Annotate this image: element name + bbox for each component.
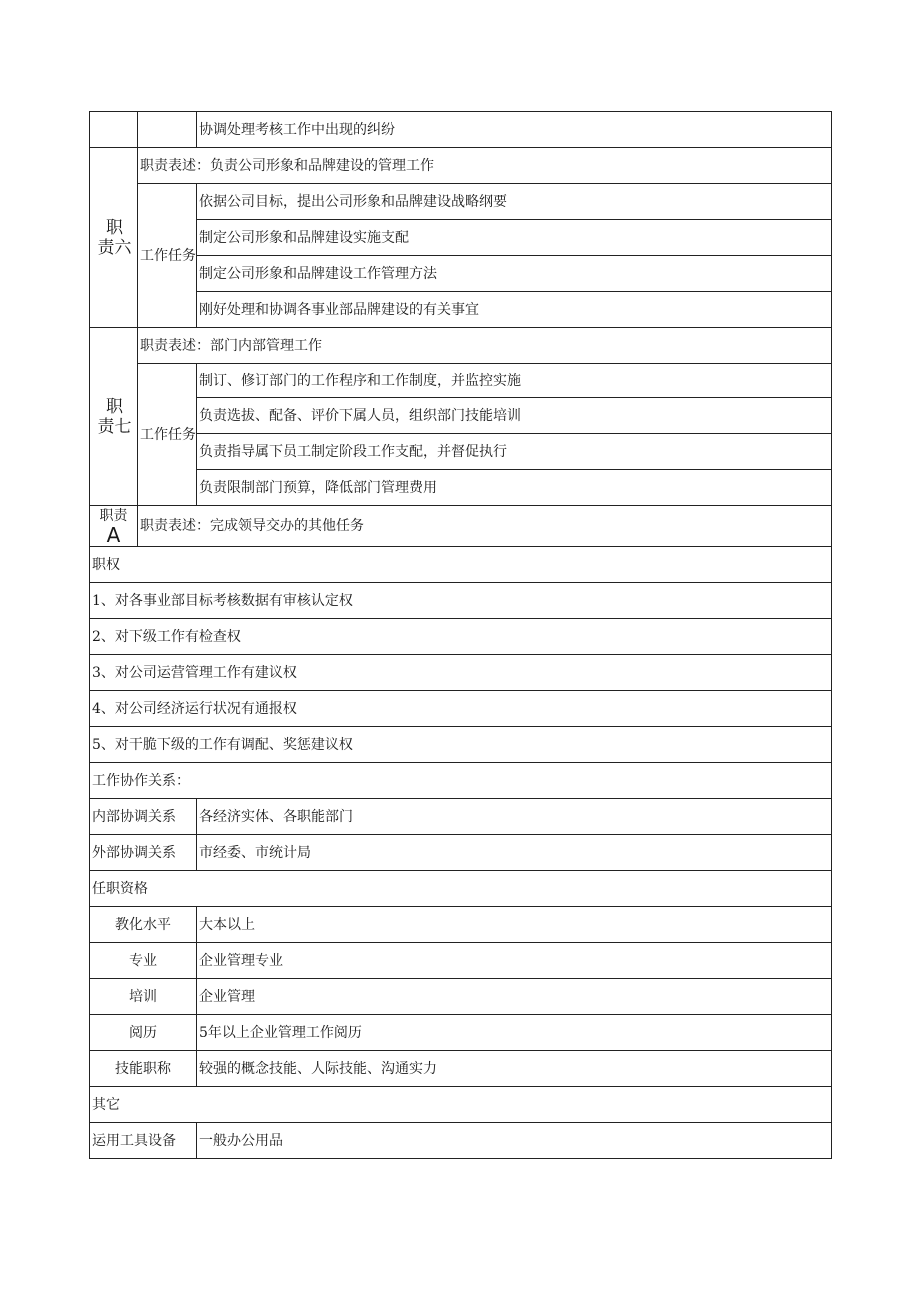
duty6-statement: 职责表述：负责公司形象和品牌建设的管理工作 [138, 148, 832, 184]
authority-header-row [90, 547, 832, 583]
qualification-value: 5年以上企业管理工作阅历 [197, 1015, 832, 1051]
qualification-value: 大本以上 [197, 907, 832, 943]
duty6-label-line2: 责六 [97, 237, 132, 258]
qualification-label: 培训 [90, 979, 197, 1015]
qualifications-header: 任职资格 [90, 871, 832, 907]
table-row [90, 943, 832, 979]
relation-label: 外部协调关系 [90, 835, 197, 871]
table-row [90, 655, 832, 691]
duty8-label-line1: 职责 [99, 508, 128, 524]
authority-item: 2、对下级工作有检查权 [90, 619, 832, 655]
qualifications-header-row [90, 871, 832, 907]
duty6-task: 制定公司形象和品牌建设工作管理方法 [197, 256, 832, 292]
duty7-task: 负责限制部门预算，降低部门管理费用 [197, 470, 832, 506]
relations-header: 工作协作关系： [90, 763, 832, 799]
table-row [90, 398, 832, 434]
other-value: 一般办公用品 [197, 1123, 832, 1159]
duty6-label-line1: 职 [106, 217, 123, 238]
table-row [90, 184, 832, 220]
table-row [90, 434, 832, 470]
duty7-statement-row [90, 328, 832, 364]
qualification-label: 专业 [90, 943, 197, 979]
qualification-value: 企业管理 [197, 979, 832, 1015]
table-row [90, 292, 832, 328]
table-row [90, 1015, 832, 1051]
table-row [90, 835, 832, 871]
table-row [90, 112, 832, 148]
duty6-label [90, 148, 138, 328]
task-cell: 协调处理考核工作中出现的纠纷 [197, 112, 832, 148]
duty6-task-label: 工作任务 [138, 184, 197, 328]
authority-item: 5、对干脆下级的工作有调配、奖惩建议权 [90, 727, 832, 763]
duty8-statement: 职责表述：完成领导交办的其他任务 [138, 506, 832, 547]
duty8-label [90, 506, 138, 547]
relation-value: 市经委、市统计局 [197, 835, 832, 871]
empty-cell [90, 112, 138, 148]
other-header-row [90, 1087, 832, 1123]
table-row [90, 470, 832, 506]
table-row [90, 1123, 832, 1159]
job-description-table [89, 111, 832, 1159]
table-row [90, 979, 832, 1015]
duty7-task: 负责选拔、配备、评价下属人员，组织部门技能培训 [197, 398, 832, 434]
table-row [90, 619, 832, 655]
authority-header: 职权 [90, 547, 832, 583]
duty8-label-line2: A [106, 523, 121, 547]
empty-cell [138, 112, 197, 148]
table-row [90, 799, 832, 835]
qualification-value: 企业管理专业 [197, 943, 832, 979]
duty7-task-label: 工作任务 [138, 364, 197, 506]
qualification-label: 教化水平 [90, 907, 197, 943]
authority-item: 3、对公司运营管理工作有建议权 [90, 655, 832, 691]
qualification-label: 技能职称 [90, 1051, 197, 1087]
duty7-task: 负责指导属下员工制定阶段工作支配，并督促执行 [197, 434, 832, 470]
relations-header-row [90, 763, 832, 799]
qualification-label: 阅历 [90, 1015, 197, 1051]
authority-item: 4、对公司经济运行状况有通报权 [90, 691, 832, 727]
duty6-task: 制定公司形象和品牌建设实施支配 [197, 220, 832, 256]
table-row [90, 691, 832, 727]
duty7-label-line1: 职 [106, 396, 123, 417]
duty6-task: 依据公司目标，提出公司形象和品牌建设战略纲要 [197, 184, 832, 220]
other-label: 运用工具设备 [90, 1123, 197, 1159]
qualification-value: 较强的概念技能、人际技能、沟通实力 [197, 1051, 832, 1087]
duty7-label-line2: 责七 [97, 416, 132, 437]
table-row [90, 220, 832, 256]
duty6-task: 刚好处理和协调各事业部品牌建设的有关事宜 [197, 292, 832, 328]
job-description-document [89, 111, 831, 1159]
duty6-statement-row [90, 148, 832, 184]
relation-label: 内部协调关系 [90, 799, 197, 835]
duty7-task: 制订、修订部门的工作程序和工作制度，并监控实施 [197, 364, 832, 398]
relation-value: 各经济实体、各职能部门 [197, 799, 832, 835]
table-row [90, 727, 832, 763]
table-row [90, 256, 832, 292]
table-row [90, 364, 832, 398]
table-row [90, 1051, 832, 1087]
table-row [90, 907, 832, 943]
duty7-label [90, 328, 138, 506]
other-header: 其它 [90, 1087, 832, 1123]
duty8-row [90, 506, 832, 547]
table-row [90, 583, 832, 619]
duty7-statement: 职责表述：部门内部管理工作 [138, 328, 832, 364]
authority-item: 1、对各事业部目标考核数据有审核认定权 [90, 583, 832, 619]
